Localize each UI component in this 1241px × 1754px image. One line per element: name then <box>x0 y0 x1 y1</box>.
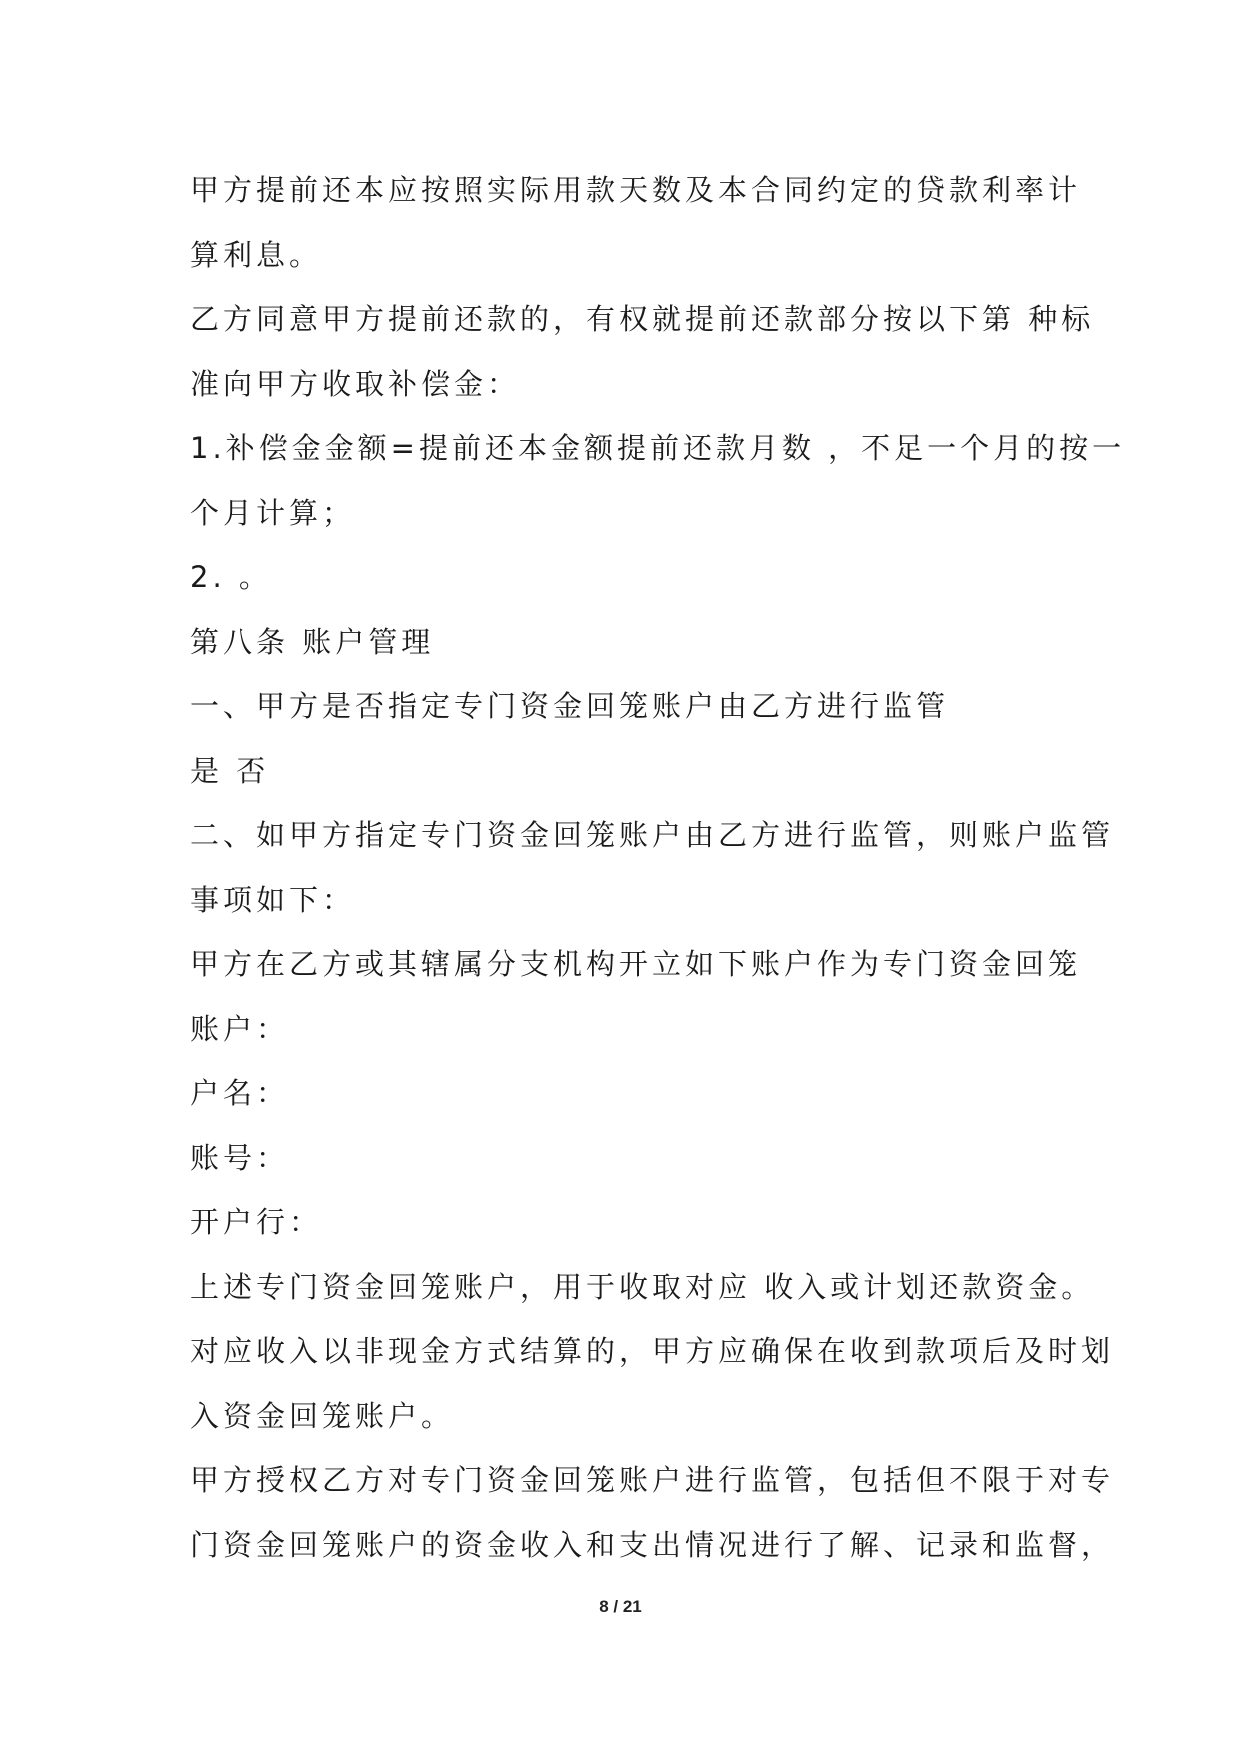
text-line: 账号： <box>190 1140 290 1175</box>
text-line: 个月计算； <box>190 495 356 530</box>
text-line: 一、甲方是否指定专门资金回笼账户由乙方进行监管 <box>190 689 950 723</box>
text-line: 甲方在乙方或其辖属分支机构开立如下账户作为专门资金回笼 <box>190 947 1082 981</box>
text-line: 乙方同意甲方提前还款的，有权就提前还款部分按以下第 种标 <box>190 302 1095 336</box>
text-line: 账户： <box>190 1011 290 1046</box>
text-line: 准向甲方收取补偿金： <box>190 366 521 401</box>
text-line: 二、如甲方指定专门资金回笼账户由乙方进行监管，则账户监管 <box>190 818 1115 852</box>
section-heading: 第八条 账户管理 <box>190 624 435 659</box>
document-body <box>190 158 1126 1577</box>
text-line: 上述专门资金回笼账户，用于收取对应 收入或计划还款资金。 <box>190 1269 1095 1304</box>
text-line: 对应收入以非现金方式结算的，甲方应确保在收到款项后及时划 <box>190 1334 1115 1368</box>
text-line: 事项如下： <box>190 882 356 917</box>
text-line: 门资金回笼账户的资金收入和支出情况进行了解、记录和监督， <box>190 1527 1115 1562</box>
text-line: 甲方提前还本应按照实际用款天数及本合同约定的贷款利率计 <box>190 173 1082 207</box>
text-line: 算利息。 <box>190 237 323 272</box>
text-line: 户名： <box>190 1076 290 1110</box>
text-line: 开户行： <box>190 1205 323 1239</box>
page-number: 8 / 21 <box>599 1597 642 1616</box>
text-line: 2. 。 <box>190 560 272 594</box>
text-line: 入资金回笼账户。 <box>190 1398 455 1433</box>
text-line: 甲方授权乙方对专门资金回笼账户进行监管，包括但不限于对专 <box>190 1463 1115 1497</box>
text-line: 1.补偿金金额=提前还本金额提前还款月数 ，不足一个月的按一 <box>190 431 1126 465</box>
text-line: 是 否 <box>190 753 270 788</box>
